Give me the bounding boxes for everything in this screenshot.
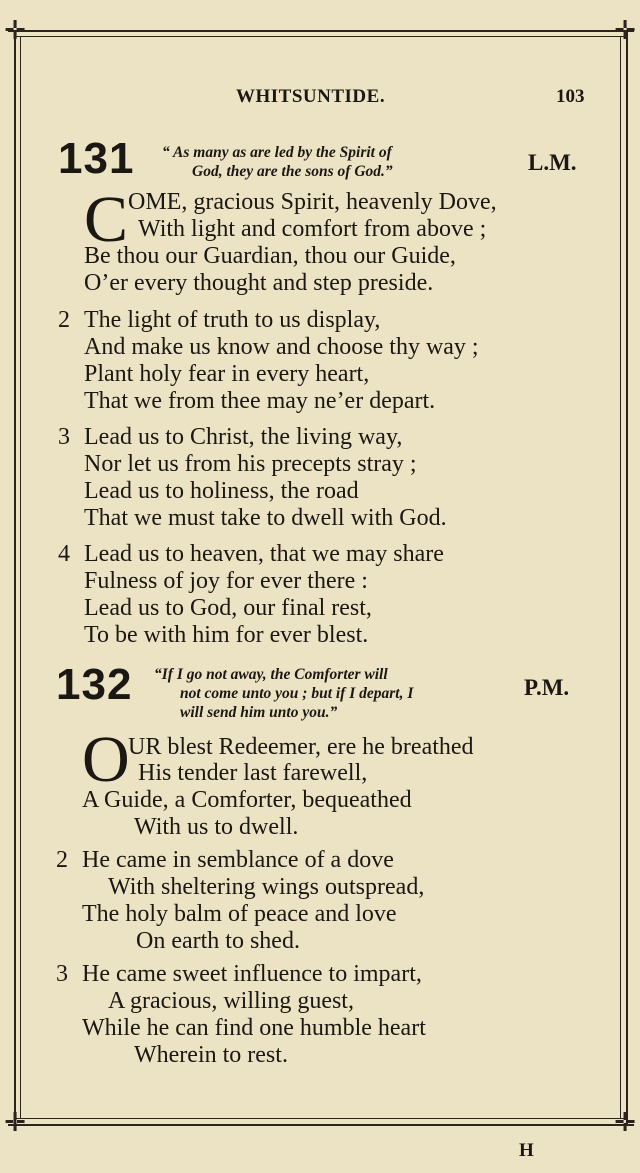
hymn-meter: L.M. bbox=[528, 150, 577, 175]
top-border-rule bbox=[8, 30, 634, 32]
hymn-number: 131 bbox=[58, 134, 135, 183]
verse-line: With light and comfort from above ; bbox=[138, 216, 487, 242]
epigraph-line: will send him unto you.” bbox=[180, 704, 338, 721]
bottom-border-rule bbox=[8, 1124, 634, 1126]
corner-ornament-top-left-icon: ✛ bbox=[4, 16, 26, 46]
verse-line: O’er every thought and step preside. bbox=[84, 270, 434, 296]
verse-line: To be with him for ever blest. bbox=[84, 622, 369, 648]
corner-ornament-bottom-left-icon: ✛ bbox=[4, 1108, 26, 1138]
verse-line: With sheltering wings outspread, bbox=[108, 874, 425, 900]
verse-line: Lead us to holiness, the road bbox=[84, 478, 359, 504]
verse-line: Lead us to heaven, that we may share bbox=[84, 541, 444, 567]
stanza-number: 2 bbox=[56, 847, 68, 873]
right-border-rule bbox=[626, 30, 628, 1124]
verse-line: Plant holy fear in every heart, bbox=[84, 361, 370, 387]
page-number: 103 bbox=[556, 86, 585, 107]
verse-line: And make us know and choose thy way ; bbox=[84, 334, 479, 360]
corner-ornament-bottom-right-icon: ✛ bbox=[614, 1108, 636, 1138]
stanza-number: 3 bbox=[56, 961, 68, 987]
verse-line: Lead us to God, our final rest, bbox=[84, 595, 372, 621]
verse-line: UR blest Redeemer, ere he breathed bbox=[128, 734, 474, 760]
epigraph-line: “ As many as are led by the Spirit of bbox=[162, 144, 392, 161]
drop-cap: O bbox=[82, 723, 130, 796]
epigraph-line: not come unto you ; but if I depart, I bbox=[180, 685, 414, 702]
bottom-border-rule-inner bbox=[16, 1118, 628, 1119]
hymn-meter: P.M. bbox=[524, 675, 570, 700]
verse-line: Lead us to Christ, the living way, bbox=[84, 424, 403, 450]
signature-mark: H bbox=[519, 1140, 534, 1161]
epigraph-line: God, they are the sons of God.” bbox=[192, 163, 393, 180]
corner-ornament-top-right-icon: ✛ bbox=[614, 16, 636, 46]
stanza-number: 2 bbox=[58, 307, 70, 333]
verse-line: He came in semblance of a dove bbox=[82, 847, 394, 873]
verse-line: Nor let us from his precepts stray ; bbox=[84, 451, 417, 477]
epigraph-line: “If I go not away, the Comforter will bbox=[154, 666, 388, 683]
running-head: WHITSUNTIDE. bbox=[236, 86, 386, 107]
hymn-epigraph bbox=[154, 665, 413, 722]
verse-line: On earth to shed. bbox=[136, 928, 300, 954]
drop-cap: C bbox=[84, 183, 129, 256]
verse-line: OME, gracious Spirit, heavenly Dove, bbox=[128, 189, 497, 215]
hymn-epigraph bbox=[162, 143, 393, 181]
verse-line: Be thou our Guardian, thou our Guide, bbox=[84, 243, 456, 269]
verse-line: A gracious, willing guest, bbox=[108, 988, 354, 1014]
verse-line: With us to dwell. bbox=[134, 814, 299, 840]
verse-line: That we must take to dwell with God. bbox=[84, 505, 447, 531]
right-border-rule-inner bbox=[620, 36, 621, 1118]
stanza-number: 4 bbox=[58, 541, 70, 567]
verse-line: A Guide, a Comforter, bequeathed bbox=[82, 787, 412, 813]
verse-line: He came sweet influence to impart, bbox=[82, 961, 422, 987]
verse-line: That we from thee may ne’er depart. bbox=[84, 388, 436, 414]
left-border-rule-inner bbox=[20, 36, 21, 1118]
top-border-rule-inner bbox=[16, 36, 628, 37]
verse-line: His tender last farewell, bbox=[138, 760, 368, 786]
stanza-number: 3 bbox=[58, 424, 70, 450]
verse-line: Wherein to rest. bbox=[134, 1042, 288, 1068]
left-border-rule bbox=[14, 30, 16, 1124]
verse-line: While he can find one humble heart bbox=[82, 1015, 426, 1041]
verse-line: The light of truth to us display, bbox=[84, 307, 381, 333]
verse-line: Fulness of joy for ever there : bbox=[84, 568, 368, 594]
hymn-number: 132 bbox=[56, 660, 133, 709]
verse-line: The holy balm of peace and love bbox=[82, 901, 397, 927]
